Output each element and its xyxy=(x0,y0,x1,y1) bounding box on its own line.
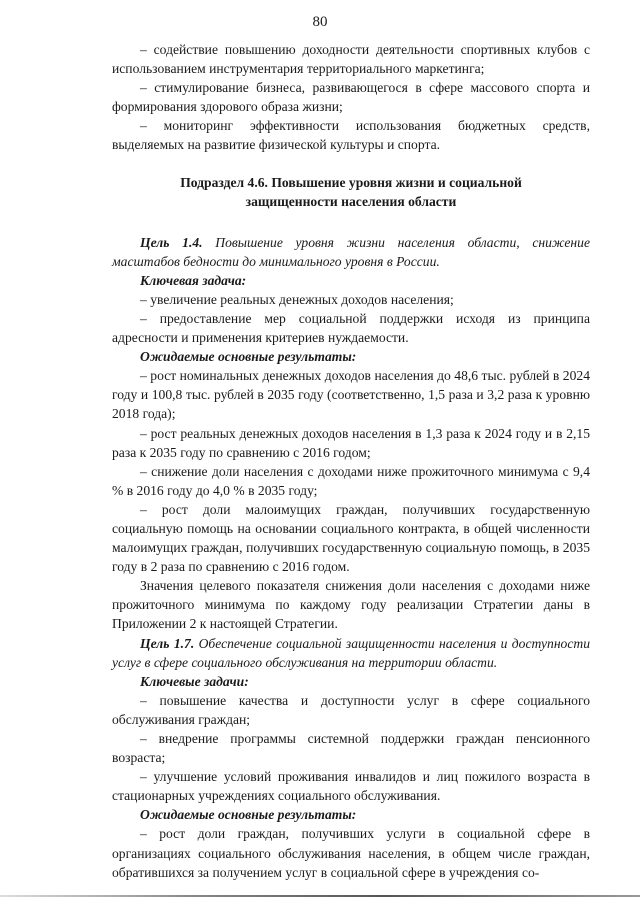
goal-1-7-results-heading: Ожидаемые основные результаты: xyxy=(140,807,357,823)
goal-1-4-label: Цель 1.4. xyxy=(140,234,203,250)
goal-1-7 xyxy=(112,634,590,672)
page-body xyxy=(112,40,590,882)
goal-1-7-task-1: – повышение качества и доступности услуг в сфере социального обслуживания граждан; xyxy=(112,692,590,727)
section-title xyxy=(112,173,590,211)
goal-1-4-result-2: – рост реальных денежных доходов населения в 1,3 раза к 2024 году и в 2,15 раза к 2035 году по сравнению с 2016 годом; xyxy=(112,425,590,460)
goal-1-4-results-heading: Ожидаемые основные результаты: xyxy=(140,349,357,365)
goal-1-7-text: Обеспечение социальной защищенности населения и доступности услуг в сфере социального обслуживания на территории области. xyxy=(112,635,591,670)
goal-1-4-text: Повышение уровня жизни населения области, снижение масштабов бедности до минимального уровня в России. xyxy=(112,234,590,269)
goal-1-4-task-heading: Ключевая задача: xyxy=(140,272,247,288)
goal-1-4 xyxy=(112,233,590,271)
section-title-line1: Подраздел 4.6. Повышение уровня жизни и социальной xyxy=(180,174,522,190)
scan-edge-line xyxy=(0,895,640,897)
goal-1-7-result-1: – рост доли граждан, получивших услуги в социальной сфере в организациях социального обслуживания населения, в общем числе граждан, обратившихся за получением услуг в социальной сфере в учреждения со- xyxy=(112,826,590,880)
goal-1-7-task-2: – внедрение программы системной поддержки граждан пенсионного возраста; xyxy=(112,731,590,766)
goal-1-4-task-1: – увеличение реальных денежных доходов населения; xyxy=(140,291,454,307)
intro-item-3: – мониторинг эффективности использования бюджетных средств, выделяемых на развитие физической культуры и спорта. xyxy=(112,118,590,153)
intro-item-2: – стимулирование бизнеса, развивающегося в сфере массового спорта и формирования здорового образа жизни; xyxy=(112,80,590,115)
page-number: 80 xyxy=(312,14,328,30)
goal-1-7-task-heading: Ключевые задачи: xyxy=(140,673,249,689)
goal-1-4-result-4: – рост доли малоимущих граждан, получивших государственную социальную помощь на основании социального контракта, в общей численности малоимущих граждан, получивших государственную социальную помощь, в 2035 году в 2 раза по сравнению с 2016 годом. xyxy=(112,501,590,575)
goal-1-4-note: Значения целевого показателя снижения доли населения с доходами ниже прожиточного минимума по каждому году реализации Стратегии даны в Приложении 2 к настоящей Стратегии. xyxy=(112,578,590,632)
goal-1-7-label: Цель 1.7. xyxy=(140,635,195,651)
goal-1-4-result-1: – рост номинальных денежных доходов населения до 48,6 тыс. рублей в 2024 году и 100,8 тыс. рублей в 2035 году (соответственно, 1,5 раза и 3,2 раза к уровню 2018 года); xyxy=(112,368,590,422)
goal-1-4-task-2: – предоставление мер социальной поддержки исходя из принципа адресности и применения критериев нуждаемости. xyxy=(112,310,590,346)
goal-1-7-task-3: – улучшение условий проживания инвалидов и лиц пожилого возраста в стационарных учреждениях социального обслуживания. xyxy=(112,769,590,804)
goal-1-4-result-3: – снижение доли населения с доходами ниже прожиточного минимума с 9,4 % в 2016 году до 4,0 % в 2035 году; xyxy=(112,463,590,498)
section-title-line2: защищенности населения области xyxy=(245,193,457,209)
intro-item-1: – содействие повышению доходности деятельности спортивных клубов с использованием инструментария территориального маркетинга; xyxy=(112,42,590,77)
